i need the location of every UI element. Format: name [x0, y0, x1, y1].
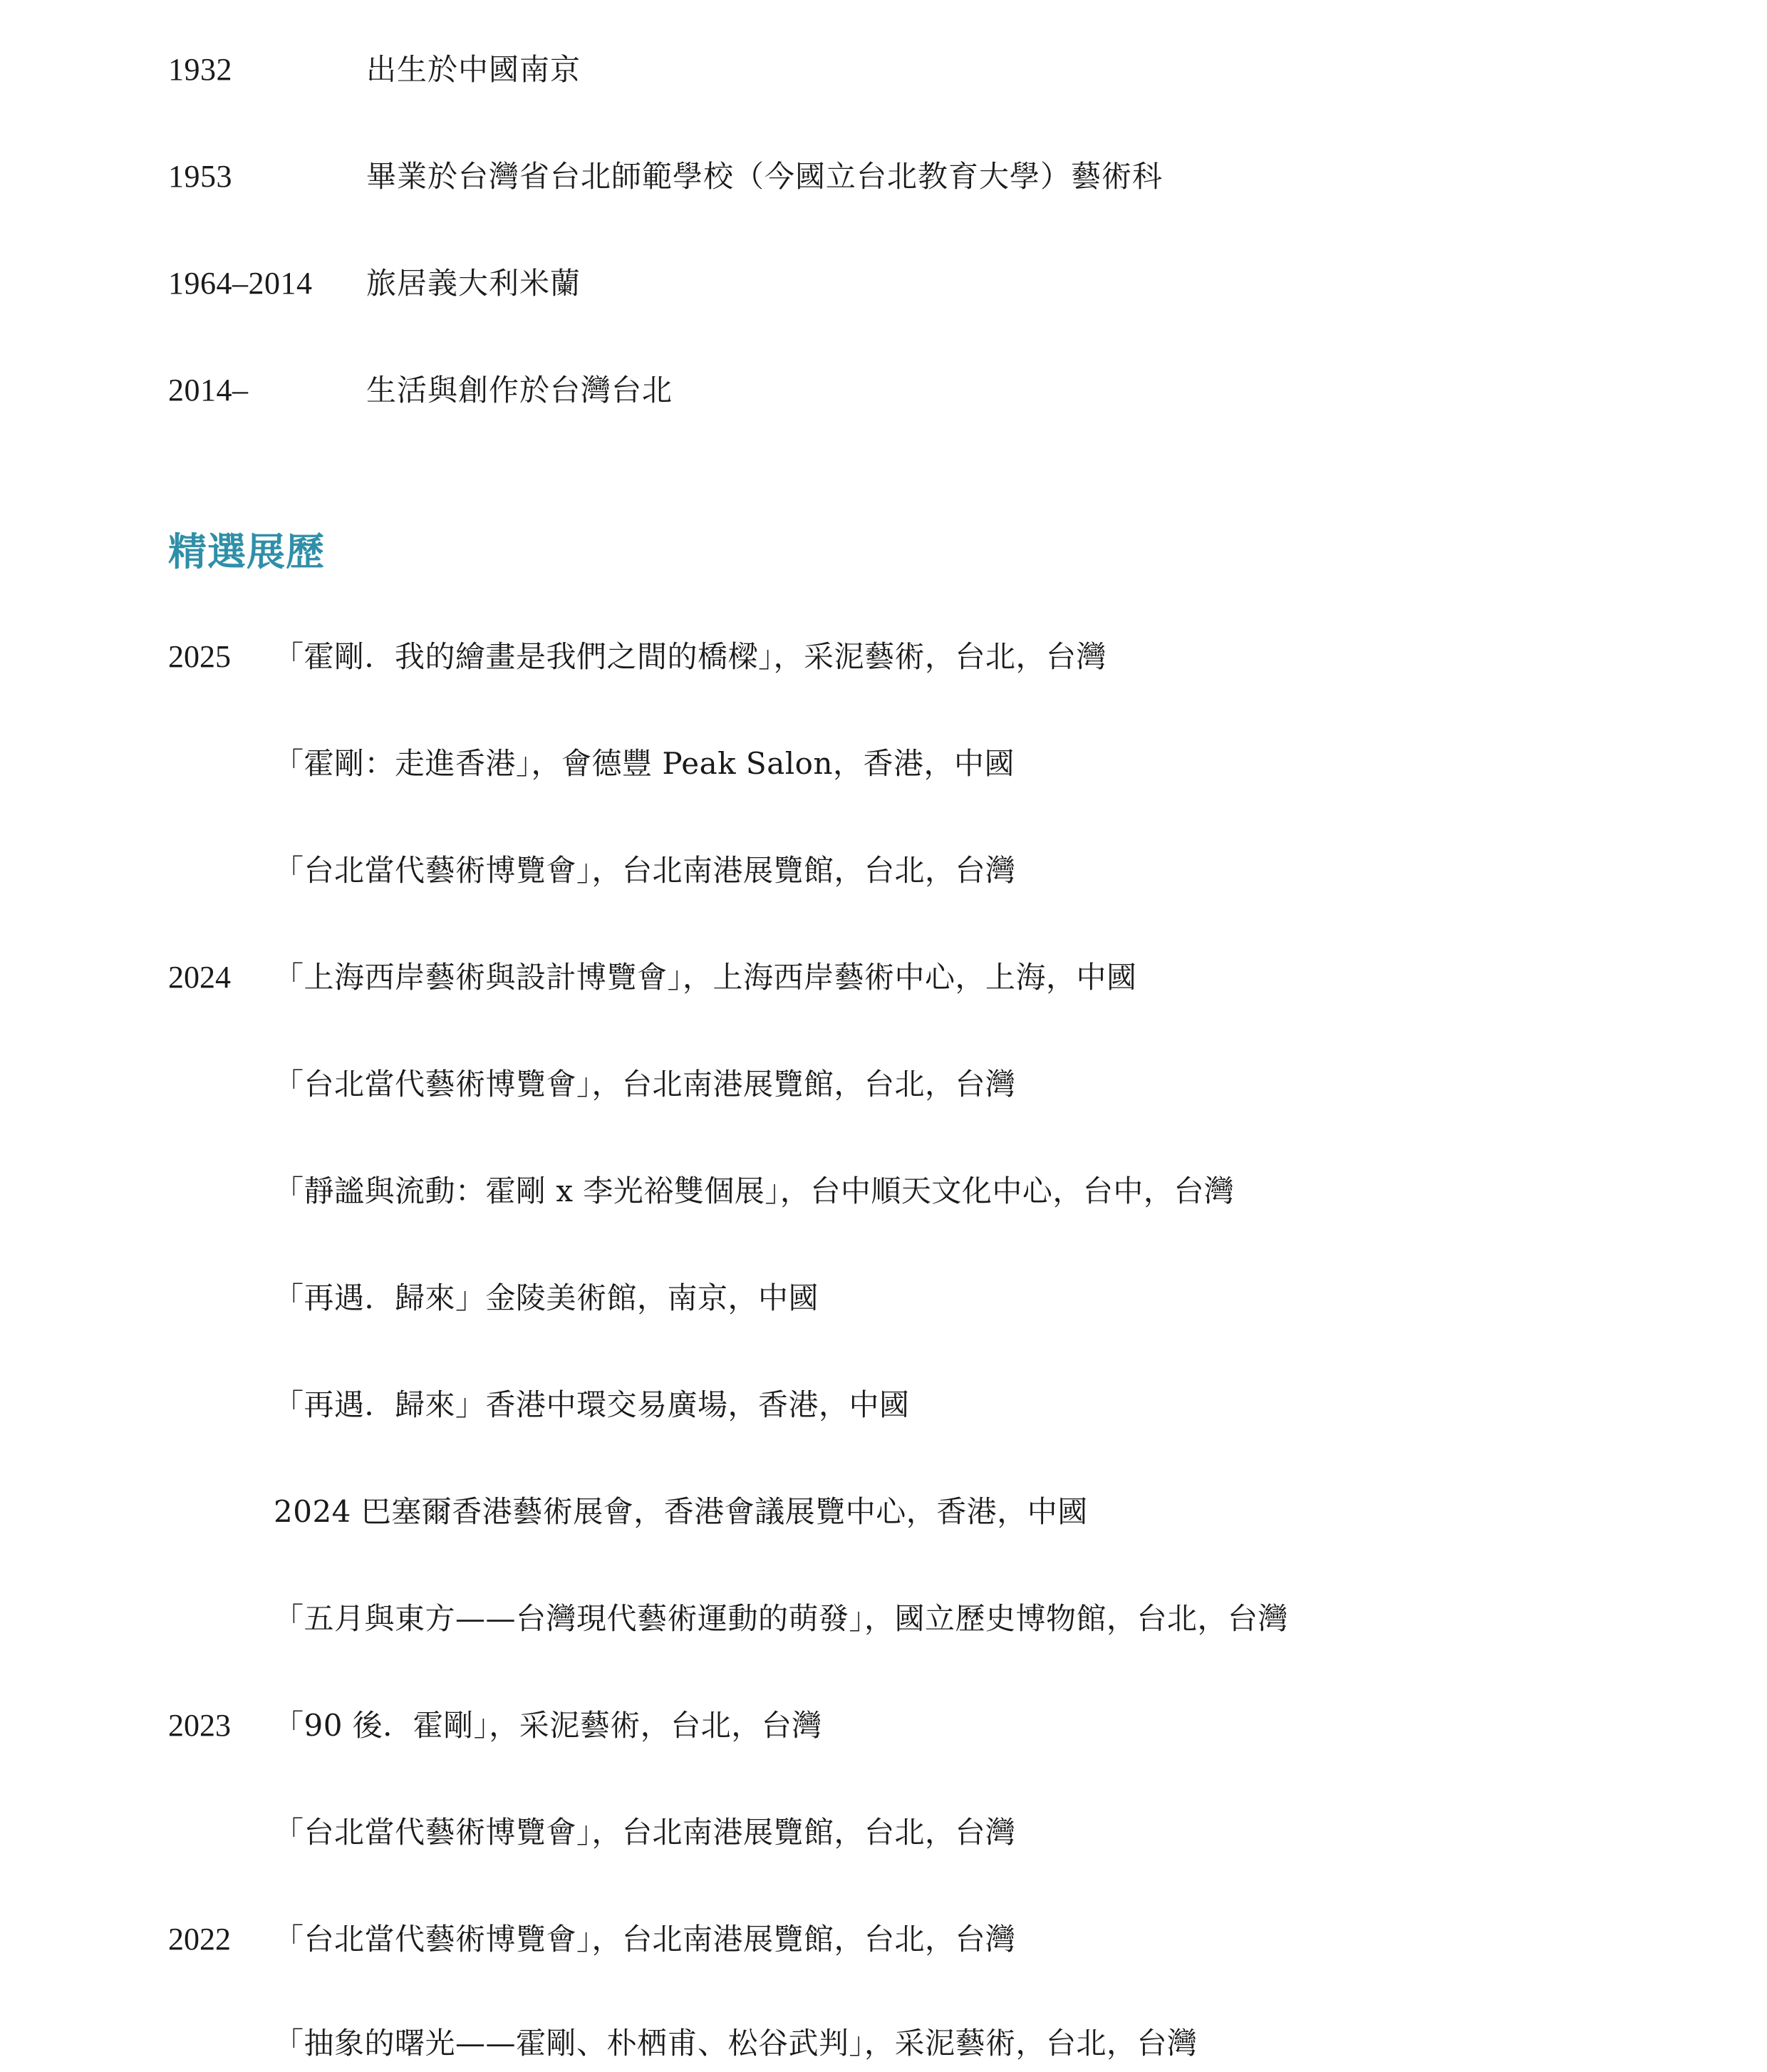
bio-text: 出生於中國南京 — [366, 52, 581, 87]
exhibition-row — [168, 842, 1016, 899]
exhibition-text: 「台北當代藝術博覽會」，台北南港展覽館，台北，台灣 — [274, 1067, 1016, 1102]
exhibition-text: 「霍剛．我的繪畫是我們之間的橋樑」，采泥藝術，台北，台灣 — [274, 639, 1107, 674]
exhibition-row — [168, 1590, 1288, 1647]
bio-year: 1932 — [168, 52, 232, 87]
exhibition-text: 「靜謐與流動：霍剛 x 李光裕雙個展」，台中順天文化中心，台中，台灣 — [274, 1174, 1235, 1208]
exhibition-row — [168, 1377, 910, 1434]
exhibition-row — [168, 949, 1137, 1006]
exhibition-text: 「台北當代藝術博覽會」，台北南港展覽館，台北，台灣 — [274, 853, 1016, 888]
exhibition-year: 2025 — [168, 639, 231, 674]
exhibition-text: 「抽象的曙光——霍剛、朴栖甫、松谷武判」，采泥藝術，台北，台灣 — [274, 2026, 1198, 2061]
section-title-exhibitions: 精選展歷 — [168, 529, 325, 574]
bio-text: 旅居義大利米蘭 — [366, 266, 581, 301]
exhibition-row — [168, 1056, 1016, 1113]
exhibition-row — [168, 2015, 1198, 2072]
bio-row — [168, 255, 581, 312]
exhibition-year: 2022 — [168, 1922, 231, 1957]
exhibition-text: 「上海西岸藝術與設計博覽會」，上海西岸藝術中心，上海，中國 — [274, 960, 1137, 995]
exhibition-text: 「再遇．歸來」香港中環交易廣場，香港，中國 — [274, 1387, 910, 1422]
exhibition-row — [168, 1697, 822, 1754]
exhibition-row — [168, 1163, 1234, 1220]
bio-row — [168, 41, 581, 98]
exhibition-year: 2023 — [168, 1708, 231, 1743]
exhibition-text: 「再遇．歸來」金陵美術館，南京，中國 — [274, 1280, 819, 1315]
exhibition-row — [168, 628, 1107, 685]
exhibition-text: 「台北當代藝術博覽會」，台北南港展覽館，台北，台灣 — [274, 1815, 1016, 1850]
exhibition-text: 「五月與東方——台灣現代藝術運動的萌發」，國立歷史博物館，台北，台灣 — [274, 1601, 1289, 1636]
exhibition-row — [168, 1483, 1088, 1540]
bio-row — [168, 148, 1163, 205]
exhibition-text: 「台北當代藝術博覽會」，台北南港展覽館，台北，台灣 — [274, 1922, 1016, 1957]
exhibition-text: 2024 巴塞爾香港藝術展會，香港會議展覽中心，香港，中國 — [274, 1494, 1088, 1529]
bio-year: 1953 — [168, 159, 232, 194]
exhibition-text: 「霍剛：走進香港」，會德豐 Peak Salon，香港，中國 — [274, 746, 1015, 781]
exhibition-row — [168, 1804, 1016, 1861]
bio-year: 1964–2014 — [168, 266, 313, 301]
exhibition-row — [168, 1270, 819, 1327]
bio-year: 2014– — [168, 373, 249, 408]
exhibition-year: 2024 — [168, 960, 231, 995]
bio-row — [168, 362, 673, 419]
exhibition-text: 「90 後．霍剛」，采泥藝術，台北，台灣 — [274, 1708, 822, 1743]
exhibition-row — [168, 1911, 1016, 1968]
bio-text: 畢業於台灣省台北師範學校（今國立台北教育大學）藝術科 — [366, 159, 1164, 194]
bio-text: 生活與創作於台灣台北 — [366, 373, 673, 408]
exhibition-row — [168, 735, 1015, 792]
